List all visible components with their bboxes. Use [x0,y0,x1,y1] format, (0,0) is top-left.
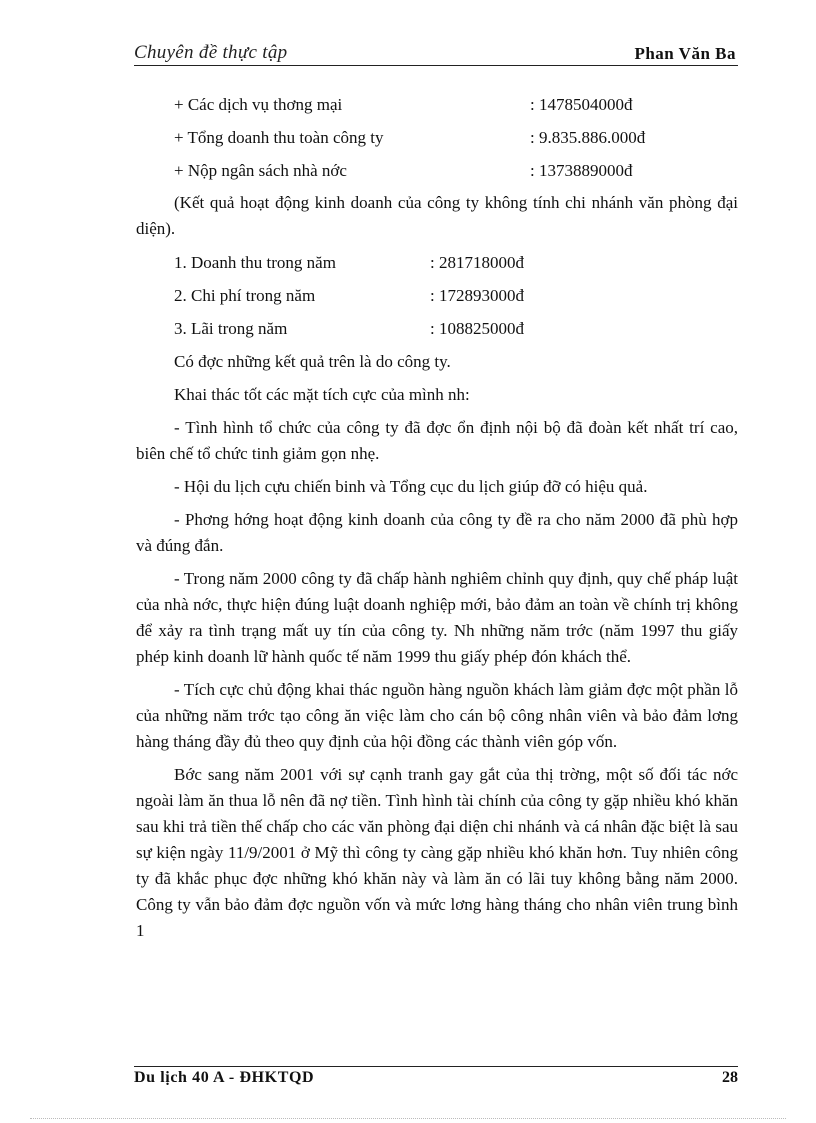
stat-label: + Nộp ngân sách nhà nớc [174,161,347,180]
page-number: 28 [722,1069,738,1086]
result-label: 2. Chi phí trong năm [174,286,316,305]
result-label: 1. Doanh thu trong năm [174,253,336,272]
stat-label: + Các dịch vụ thơng mại [174,95,343,114]
stat-value: : 9.835.886.000đ [530,128,646,147]
header-title: Chuyên đề thực tập [134,42,288,63]
stat-value: : 1478504000đ [530,95,633,114]
intro-line-2: Khai thác tốt các mặt tích cực của mình nh: [174,385,470,404]
stat-row-total-revenue [136,125,738,151]
page-body [136,92,738,944]
paragraph-business-direction: - Phơng hớng hoạt động kinh doanh của công ty đề ra cho năm 2000 đã phù hợp và đúng đắn. [136,510,738,555]
header-author: Phan Văn Ba [634,44,736,63]
paragraph-active-exploitation: - Tích cực chủ động khai thác nguồn hàng nguồn khách làm giảm đợc một phần lỗ của những năm trớc tạo công ăn việc làm cho cán bộ công nhân viên và bảo đảm lơng hàng tháng đầy đủ theo quy định của hội đồng các thành viên góp vốn. [136,680,738,751]
result-row-profit [136,316,738,342]
result-value: : 172893000đ [430,286,524,305]
stat-row-budget [136,158,738,184]
footer-course: Du lịch 40 A - ĐHKTQD [134,1069,315,1086]
footer-rule [134,1066,738,1067]
paragraph-year-2001: Bớc sang năm 2001 với sự cạnh tranh gay gắt của thị trờng, một số đối tác nớc ngoài làm ăn thua lỗ nên đã nợ tiền. Tình hình tài chính của công ty gặp nhiều khó khăn sau khi trả tiền thế chấp cho các văn phòng đại diện chi nhánh và cá nhân đặc biệt là sau sự kiện ngày 11/9/2001 ở Mỹ thì công ty càng gặp nhiều khó khăn hơn. Tuy nhiên công ty đã khắc phục đợc những khó khăn này và làm ăn có lãi tuy không bằng năm 2000. Công ty vẫn bảo đảm đợc nguồn vốn và mức lơng hàng tháng cho nhân viên trung bình 1 [136,765,738,940]
result-label: 3. Lãi trong năm [174,319,288,338]
stat-row-services [136,92,738,118]
paragraph-veterans-association: - Hội du lịch cựu chiến binh và Tổng cục du lịch giúp đỡ có hiệu quả. [174,477,648,496]
intro-line-1: Có đợc những kết quả trên là do công ty. [174,352,451,371]
result-value: : 281718000đ [430,253,524,272]
result-row-revenue [136,250,738,276]
result-value: : 108825000đ [430,319,524,338]
result-row-cost [136,283,738,309]
paragraph-compliance: - Trong năm 2000 công ty đã chấp hành nghiêm chỉnh quy định, quy chế pháp luật của nhà nớc, thực hiện đúng luật doanh nghiệp mới, bảo đảm an toàn về chính trị không để xảy ra tình trạng mất uy tín của công ty. Nh những năm trớc (năm 1997 thu giấy phép kinh doanh lữ hành quốc tế năm 1999 thu giấy phép đón khách thể. [136,569,738,666]
header-rule [134,65,738,66]
page-edge-divider [30,1118,786,1119]
paragraph-organization: - Tình hình tổ chức của công ty đã đợc ổn định nội bộ đã đoàn kết nhất trí cao, biên chế tổ chức tinh giảm gọn nhẹ. [136,418,738,463]
note-paragraph: (Kết quả hoạt động kinh doanh của công ty không tính chi nhánh văn phòng đại diện). [136,193,738,238]
stat-label: + Tổng doanh thu toàn công ty [174,128,384,147]
stat-value: : 1373889000đ [530,161,633,180]
